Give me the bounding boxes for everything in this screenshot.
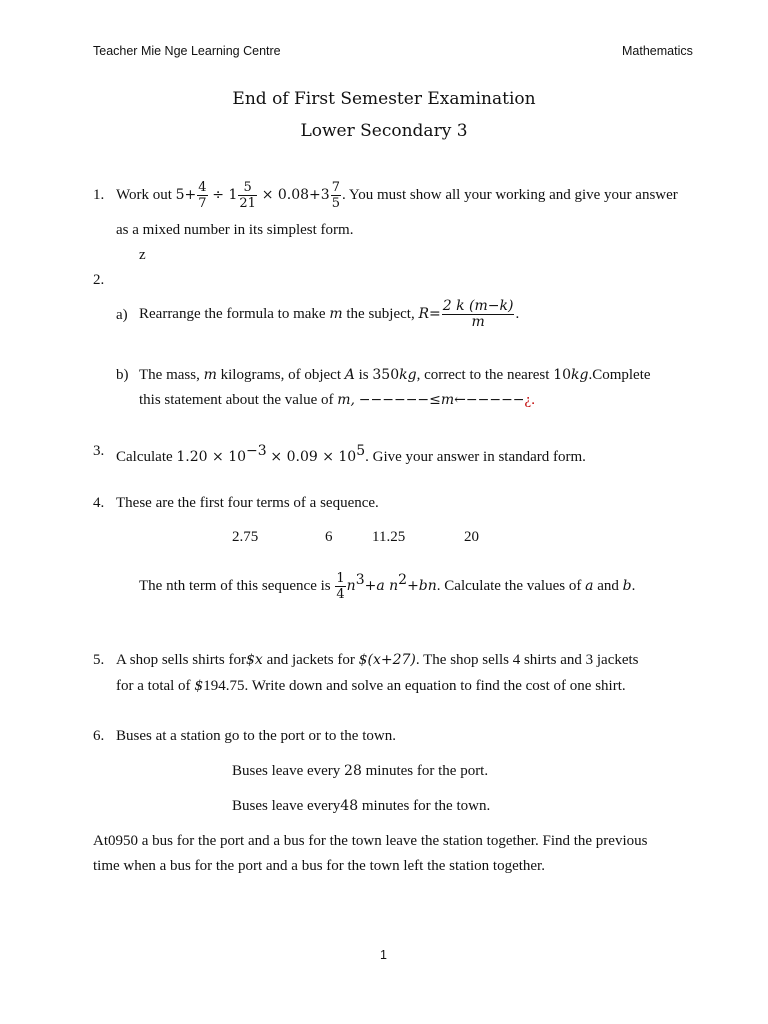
q1-fraction-3 [331, 180, 341, 211]
q5-text2: and jackets for [266, 652, 355, 668]
q2a-line [139, 296, 519, 332]
q1-tail: . You must show all your working and give your answer [341, 187, 678, 203]
q1-lead: Work out [116, 187, 172, 203]
q2a-den: m [471, 314, 485, 331]
q6-port-a: Buses leave every [232, 763, 341, 779]
q6-port-minutes: 28 [344, 763, 362, 779]
q4-end: . [631, 578, 636, 594]
q1-expr-b: ÷ 1 [212, 187, 238, 203]
q3-expr1: 1.20 × 10 [176, 449, 247, 465]
q6-paragraph-1: At0950 a bus for the port and a bus for the town leave the station together. Find the previous [93, 833, 648, 849]
q5-jacket-price: $(x+27) [358, 652, 416, 668]
q3-tail: . Give your answer in standard form. [365, 449, 586, 465]
q4-expr-a: n [346, 578, 356, 594]
q2b-label: b) [116, 367, 129, 383]
q2b-text2: kilograms, of object [220, 367, 341, 383]
q2b-end: . [531, 392, 535, 408]
q2b-text1: The mass, [139, 367, 200, 383]
q2b-object: A [344, 367, 355, 383]
q2b-line2-text: this statement about the value of [139, 392, 334, 408]
q4-nth-lead: The nth term of this sequence is [139, 578, 331, 594]
q4-var-b: b [622, 578, 632, 594]
q2b-glitch-char: ¿ [524, 392, 532, 408]
q4-f-den: 4 [336, 587, 345, 603]
q2b-mass: 350 [372, 367, 400, 383]
q2a-fraction [442, 299, 515, 330]
q4-exp-b: 2 [398, 572, 408, 588]
q3-exp2: 5 [356, 443, 366, 459]
q6-town-a: Buses leave every [232, 798, 341, 814]
q4-expr-b: +a n [364, 578, 399, 594]
header-left: Teacher Mie Nge Learning Centre [93, 44, 281, 58]
q4-and: and [597, 578, 619, 594]
q2b-nearest: 10 [553, 367, 572, 383]
sequence-term-1: 2.75 [232, 529, 259, 545]
q4-fraction [335, 571, 345, 602]
q4-tail: . Calculate the values of [436, 578, 582, 594]
q2a-lhs: R= [418, 306, 441, 322]
q2b-text3: is [358, 367, 369, 383]
q4-exp-a: 3 [355, 572, 365, 588]
q2b-inequality: −−−−−−≤m←−−−−− [358, 392, 525, 408]
q5-text1: A shop sells shirts for [116, 652, 247, 668]
sequence-term-3: 11.25 [372, 529, 406, 545]
q6-town-b: minutes for the town. [361, 798, 491, 814]
q5-line2-b: 194.75. Write down and solve an equation to find the cost of one shirt. [203, 678, 626, 694]
q2b-var2: m, [337, 392, 356, 408]
q2b-unit: kg [399, 367, 417, 383]
q4-f-num: 1 [336, 571, 345, 587]
q5-dollar: $ [194, 678, 204, 694]
header-right: Mathematics [622, 44, 693, 58]
q1-expr-c: × 0.08+3 [261, 187, 330, 203]
q4-nth-line [139, 562, 635, 604]
q2a-end: . [515, 306, 520, 322]
q1-stray-text: z [139, 247, 146, 263]
q2a-var: m [329, 306, 343, 322]
q2b-unit2: kg [571, 367, 589, 383]
q1-line2: as a mixed number in its simplest form. [116, 222, 354, 238]
q1-fraction-2 [238, 180, 257, 211]
page-number: 1 [380, 948, 387, 962]
q4-expr-c: +bn [407, 578, 437, 594]
q2b-line1 [139, 367, 651, 384]
q1-f1-num: 4 [198, 180, 207, 196]
q5-line2 [116, 678, 626, 695]
q1-expr-a: 5+ [175, 187, 197, 203]
q6-text: Buses at a station go to the port or to the town. [116, 728, 396, 744]
q5-text3: . The shop sells 4 shirts and 3 jackets [415, 652, 639, 668]
q1-fraction-1 [197, 180, 207, 211]
q6-port-b: minutes for the port. [365, 763, 489, 779]
q4-text: These are the first four terms of a sequence. [116, 495, 379, 511]
q6-town-minutes: 48 [340, 798, 359, 814]
exam-title: End of First Semester Examination [232, 89, 536, 109]
q3-line [116, 443, 586, 466]
q2b-text4: , correct to the nearest [416, 367, 550, 383]
q2a-label: a) [116, 307, 128, 323]
q1-f2-den: 21 [239, 196, 256, 212]
q1-f1-den: 7 [198, 196, 207, 212]
q2b-var: m [203, 367, 217, 383]
q3-expr2: × 0.09 × 10 [270, 449, 357, 465]
q6-town-line [232, 798, 490, 815]
q3-exp1: −3 [246, 443, 267, 459]
q5-line2-a: for a total of [116, 678, 191, 694]
q5-line1 [116, 652, 639, 669]
q2b-text5: .Complete [588, 367, 651, 383]
exam-subtitle: Lower Secondary 3 [300, 121, 468, 141]
q6-paragraph-2: time when a bus for the port and a bus for the town left the station together. [93, 858, 545, 874]
q5-number: 5. [93, 652, 105, 668]
q1-f2-num: 5 [238, 180, 257, 196]
q4-var-a: a [585, 578, 594, 594]
q3-lead: Calculate [116, 449, 173, 465]
q3-number: 3. [93, 443, 105, 459]
q1-line1 [116, 178, 678, 212]
q2b-line2 [139, 392, 535, 409]
sequence-term-2: 6 [325, 529, 333, 545]
q1-f3-den: 5 [331, 196, 340, 212]
q6-number: 6. [93, 728, 105, 744]
q2a-text: Rearrange the formula to make [139, 306, 326, 322]
q4-number: 4. [93, 495, 105, 511]
q2a-num: 2 k (m−k) [442, 298, 514, 315]
sequence-term-4: 20 [464, 529, 479, 545]
q6-port-line [232, 763, 488, 780]
q1-number: 1. [93, 187, 105, 203]
q2-number: 2. [93, 272, 105, 288]
q1-f3-num: 7 [331, 180, 340, 196]
q5-shirt-price: $x [246, 652, 263, 668]
q2a-text2: the subject, [346, 306, 415, 322]
